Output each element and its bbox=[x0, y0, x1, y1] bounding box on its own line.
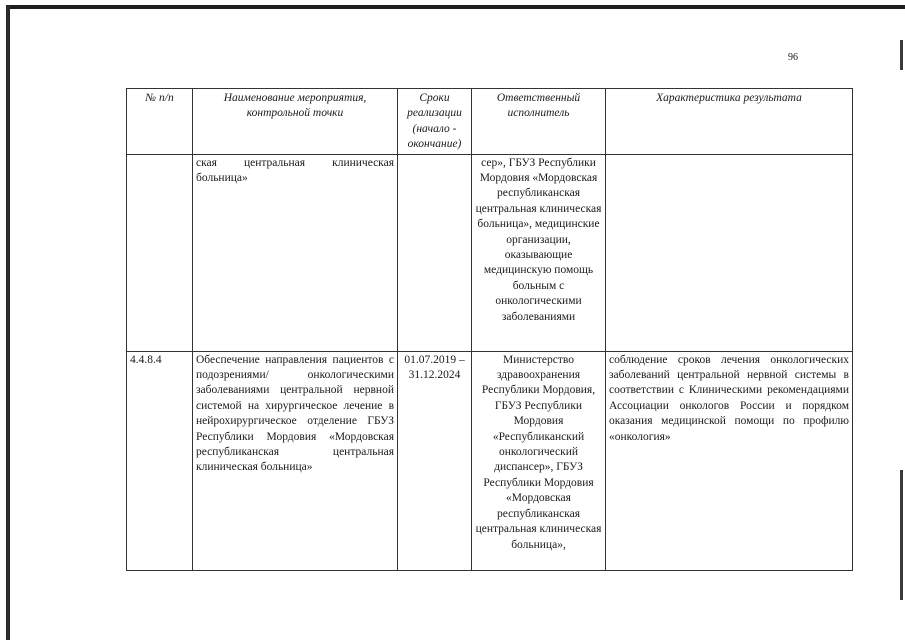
table-header-row bbox=[127, 89, 853, 155]
scan-border-left bbox=[6, 5, 10, 640]
cell-executor: сер», ГБУЗ Республики Мордовия «Мордовская республиканская центральная клиническая больница», медицинские организации, оказывающие медицинскую помощь больным с онкологическими заболеваниями bbox=[472, 154, 606, 351]
cell-executor: Министерство здравоохранения Республики Мордовия, ГБУЗ Республики Мордовия «Республиканский онкологический диспансер», ГБУЗ Республики Мордовия «Мордовская республиканская центральная клиническая больница», bbox=[472, 351, 606, 570]
page-number: 96 bbox=[788, 52, 798, 63]
activities-table bbox=[126, 88, 853, 571]
cell-dates bbox=[398, 154, 472, 351]
table-row bbox=[127, 154, 853, 351]
cell-number bbox=[127, 154, 193, 351]
cell-activity-name: Обеспечение направления пациентов с подозрениями/ онкологическими заболеваниями центральной нервной системой на хирургическое лечение в нейрохирургическое отделение ГБУЗ Республики Мордовия «Мордовская республиканская центральная клиническая больница» bbox=[193, 351, 398, 570]
scan-noise-right bbox=[900, 40, 903, 70]
cell-activity-name: ская центральная клиническая больница» bbox=[193, 154, 398, 351]
cell-dates: 01.07.2019 – 31.12.2024 bbox=[398, 351, 472, 570]
cell-result: соблюдение сроков лечения онкологических заболеваний центральной нервной системы в соответствии с Клиническими рекомендациями Ассоциации онкологов России и порядком оказания медицинской помощи по профилю «онкология» bbox=[606, 351, 853, 570]
header-dates: Сроки реализации (начало - окончание) bbox=[398, 89, 472, 155]
header-result: Характеристика результата bbox=[606, 89, 853, 155]
scan-noise-right bbox=[900, 470, 903, 600]
header-activity-name: Наименование мероприятия, контрольной точки bbox=[193, 89, 398, 155]
header-executor: Ответственный исполнитель bbox=[472, 89, 606, 155]
cell-number: 4.4.8.4 bbox=[127, 351, 193, 570]
scan-border-top bbox=[8, 5, 905, 9]
table-row bbox=[127, 351, 853, 570]
cell-result bbox=[606, 154, 853, 351]
header-number: № п/п bbox=[127, 89, 193, 155]
